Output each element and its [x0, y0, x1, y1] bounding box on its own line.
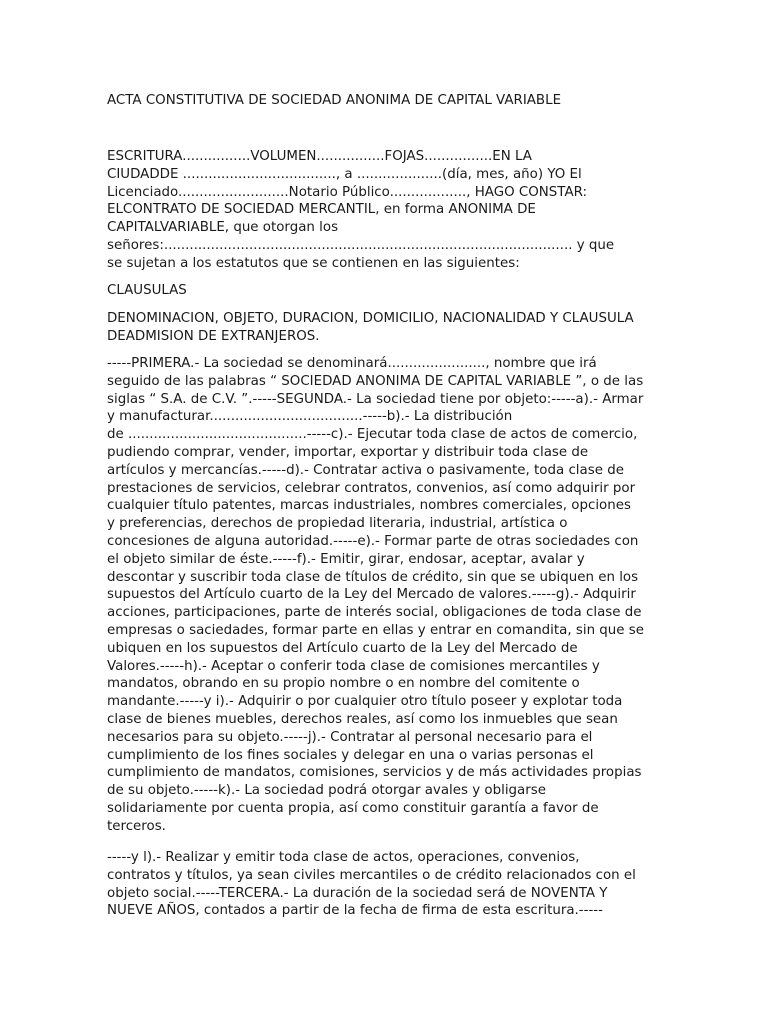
- intro-line: ELCONTRATO DE SOCIEDAD MERCANTIL, en forma ANONIMA DE: [107, 202, 536, 218]
- paragraph-line: prestaciones de servicios, celebrar contratos, convenios, así como adquirir por: [107, 480, 636, 496]
- document-title: ACTA CONSTITUTIVA DE SOCIEDAD ANONIMA DE CAPITAL VARIABLE: [107, 93, 562, 108]
- document-title-block: [107, 92, 561, 110]
- intro-line: señores:................................................................................................ y que: [107, 237, 615, 253]
- paragraph-line: terceros.: [107, 818, 166, 834]
- clausulas-heading: CLAUSULAS: [107, 283, 187, 298]
- paragraph-line: contratos y títulos, ya sean civiles mercantiles o de crédito relacionados con el: [107, 867, 636, 883]
- paragraph-line: y preferencias, derechos de propiedad literaria, industrial, artística o: [107, 516, 568, 532]
- paragraph-line: Valores.-----h).- Aceptar o conferir toda clase de comisiones mercantiles y: [107, 658, 600, 674]
- paragraph-line: objeto social.-----TERCERA.- La duración de la sociedad será de NOVENTA Y: [107, 885, 608, 901]
- paragraph-line: mandatos, obrando en su propio nombre o en nombre del comitente o: [107, 676, 580, 692]
- paragraph-line: clase de bienes muebles, derechos reales, así como los inmuebles que sean: [107, 711, 618, 727]
- subheading-line: DENOMINACION, OBJETO, DURACION, DOMICILIO, NACIONALIDAD Y CLAUSULA: [107, 311, 634, 326]
- paragraph-line: siglas “ S.A. de C.V. ”.-----SEGUNDA.- La sociedad tiene por objeto:-----a).- Armar: [107, 391, 644, 407]
- paragraph-line: y manufacturar....................................-----b).- La distribución: [107, 409, 513, 425]
- paragraph-line: seguido de las palabras “ SOCIEDAD ANONIMA DE CAPITAL VARIABLE ”, o de las: [107, 373, 644, 389]
- paragraph-line: empresas o saciedades, formar parte en ellas y entrar en comandita, sin que se: [107, 622, 645, 638]
- paragraph-line: cumplimiento de mandatos, comisiones, servicios y de más actividades propias: [107, 765, 642, 781]
- intro-line: ESCRITURA................VOLUMEN................FOJAS................EN LA: [107, 149, 532, 164]
- paragraph-line: supuestos del Artículo cuarto de la Ley del Mercado de valores.-----g).- Adquirir: [107, 587, 636, 603]
- intro-line: Licenciado..........................Notario Público.................., HAGO CONSTAR:: [107, 184, 588, 200]
- paragraph-line: mandante.-----y i).- Adquirir o por cualquier otro título poseer y explotar toda: [107, 694, 623, 710]
- paragraph-line: pudiendo comprar, vender, importar, exportar y distribuir toda clase de: [107, 444, 589, 460]
- intro-paragraph: [107, 148, 614, 273]
- subheading-block: [107, 310, 634, 346]
- intro-line: se sujetan a los estatutos que se contienen en las siguientes:: [107, 255, 520, 271]
- paragraph-line: artículos y mercancías.-----d).- Contratar activa o pasivamente, toda clase de: [107, 462, 624, 478]
- paragraph-line: -----PRIMERA.- La sociedad se denominará......................., nombre que irá: [107, 356, 597, 371]
- paragraph-line: ubiquen en los supuestos del Artículo cuarto de la Ley del Mercado de: [107, 640, 578, 656]
- intro-line: CAPITALVARIABLE, que otorgan los: [107, 220, 339, 236]
- paragraph-line: cumplimiento de los fines sociales y delegar en una o varias personas el: [107, 747, 594, 763]
- clausulas-heading-block: [107, 282, 187, 300]
- intro-line: CIUDADDE ...................................., a ....................(día, mes, año) YO El: [107, 166, 582, 182]
- paragraph-line: cualquier título patentes, marcas industriales, nombres comerciales, opciones: [107, 498, 631, 514]
- paragraph-line: acciones, participaciones, parte de interés social, obligaciones de toda clase de: [107, 605, 642, 621]
- paragraph-line: de ..........................................-----c).- Ejecutar toda clase de actos de comercio,: [107, 427, 638, 443]
- clause-paragraph-1: [107, 355, 644, 836]
- paragraph-line: NUEVE AÑOS, contados a partir de la fecha de firma de esta escritura.-----: [107, 903, 603, 919]
- paragraph-line: de su objeto.-----k).- La sociedad podrá otorgar avales y obligarse: [107, 783, 546, 799]
- subheading-line: DEADMISION DE EXTRANJEROS.: [107, 328, 320, 344]
- paragraph-line: -----y l).- Realizar y emitir toda clase de actos, operaciones, convenios,: [107, 850, 580, 865]
- paragraph-line: necesarios para su objeto.-----j).- Contratar al personal necesario para el: [107, 729, 593, 745]
- clause-paragraph-2: [107, 849, 636, 920]
- paragraph-line: concesiones de alguna autoridad.-----e).- Formar parte de otras sociedades con: [107, 533, 639, 549]
- paragraph-line: el objeto similar de éste.-----f).- Emitir, girar, endosar, aceptar, avalar y: [107, 551, 585, 567]
- paragraph-line: solidariamente por cuenta propia, así como constituir garantía a favor de: [107, 800, 599, 816]
- paragraph-line: descontar y suscribir toda clase de títulos de crédito, sin que se ubiquen en los: [107, 569, 639, 585]
